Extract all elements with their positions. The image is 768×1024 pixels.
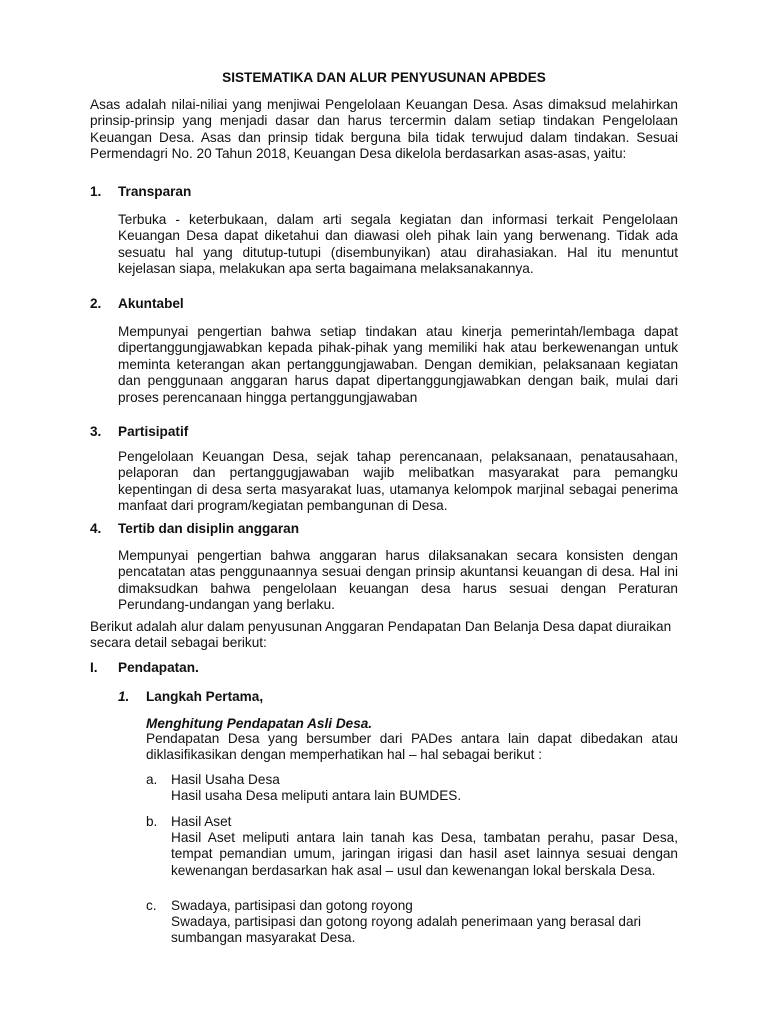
principle-title: Akuntabel	[118, 296, 184, 311]
section-title: Pendapatan.	[118, 660, 199, 675]
transition-paragraph: Berikut adalah alur dalam penyusunan Anggaran Pendapatan Dan Belanja Desa dapat diuraikan secara detail sebagai berikut:	[90, 619, 672, 651]
list-item-title: Hasil Aset	[171, 814, 232, 829]
principle-number: 3.	[90, 424, 102, 439]
list-item-text: Hasil usaha Desa meliputi antara lain BUMDES.	[171, 788, 462, 803]
principle-body-akuntabel: Mempunyai pengertian bahwa setiap tindakan atau kinerja pemerintah/lembaga dapat dipertanggungjawabkan kepada pihak-pihak yang memiliki hak atau berkewenangan untuk meminta keterangan akan pertanggungjawaban. Dengan demikian, pelaksanaan kegiatan dan penggunaan anggaran harus dapat dipertanggungjawabkan dengan baik, mulai dari proses perencanaan hingga pertanggungjawaban	[118, 324, 678, 405]
list-item-text: Swadaya, partisipasi dan gotong royong adalah penerimaan yang berasal dari sumbangan masyarakat Desa.	[171, 914, 642, 946]
step-title: Langkah Pertama,	[146, 689, 264, 704]
list-item-title: Swadaya, partisipasi dan gotong royong	[171, 898, 413, 913]
list-letter: b.	[146, 814, 158, 829]
principle-number: 4.	[90, 521, 102, 536]
principle-body-partisipatif: Pengelolaan Keuangan Desa, sejak tahap perencanaan, pelaksanaan, penatausahaan, pelaporan dan pertanggugjawaban wajib melibatkan masyarakat para pemangku kepentingan di desa serta masyarakat luas, utamanya kelompok marjinal sebagai penerima manfaat dari program/kegiatan pembangunan di Desa.	[118, 449, 678, 514]
step-description: Pendapatan Desa yang bersumber dari PADes antara lain dapat dibedakan atau diklasifikasikan dengan memperhatikan hal – hal sebagai berikut :	[146, 731, 678, 763]
intro-paragraph: Asas adalah nilai-niliai yang menjiwai Pengelolaan Keuangan Desa. Asas dimaksud melahirkan prinsip-prinsip yang menjadi dasar dan harus tercermin dalam setiap tindakan Pengelolaan Keuangan Desa. Asas dan prinsip tidak berguna bila tidak terwujud dalam tindakan. Sesuai Permendagri No. 20 Tahun 2018, Keuangan Desa dikelola berdasarkan asas-asas, yaitu:	[90, 97, 678, 162]
list-letter: c.	[146, 898, 157, 913]
list-item-title: Hasil Usaha Desa	[171, 772, 280, 787]
principle-title: Tertib dan disiplin anggaran	[118, 521, 300, 536]
principle-number: 2.	[90, 296, 102, 311]
list-item-text: Hasil Aset meliputi antara lain tanah kas Desa, tambatan perahu, pasar Desa, tempat pemandian umum, jaringan irigasi dan hasil aset lainnya sesuai dengan kewenangan berdasarkan hak asal – usul dan kewenangan lokal berskala Desa.	[171, 830, 678, 878]
step-number: 1.	[118, 689, 130, 704]
principle-title: Transparan	[118, 184, 192, 199]
document-title: SISTEMATIKA DAN ALUR PENYUSUNAN APBDES	[222, 70, 546, 85]
principle-body-transparan: Terbuka - keterbukaan, dalam arti segala kegiatan dan informasi terkait Pengelolaan Keuangan Desa dapat diketahui dan diawasi oleh pihak lain yang berwenang. Tidak ada sesuatu hal yang ditutup-tutupi (disembunyikan) atau dirahasiakan. Hal itu menuntut kejelasan siapa, melakukan apa serta bagaimana melaksanakannya.	[118, 212, 678, 277]
section-number: I.	[90, 660, 98, 675]
principle-number: 1.	[90, 184, 102, 199]
principle-title: Partisipatif	[118, 424, 189, 439]
principle-body-tertib: Mempunyai pengertian bahwa anggaran harus dilaksanakan secara konsisten dengan pencatatan atas penggunaannya sesuai dengan prinsip akuntansi keuangan di desa. Hal ini dimaksudkan bahwa pengelolaan keuangan desa harus sesuai dengan Peraturan Perundang-undangan yang berlaku.	[118, 548, 678, 613]
step-subtitle: Menghitung Pendapatan Asli Desa.	[146, 716, 373, 731]
list-letter: a.	[146, 772, 158, 787]
